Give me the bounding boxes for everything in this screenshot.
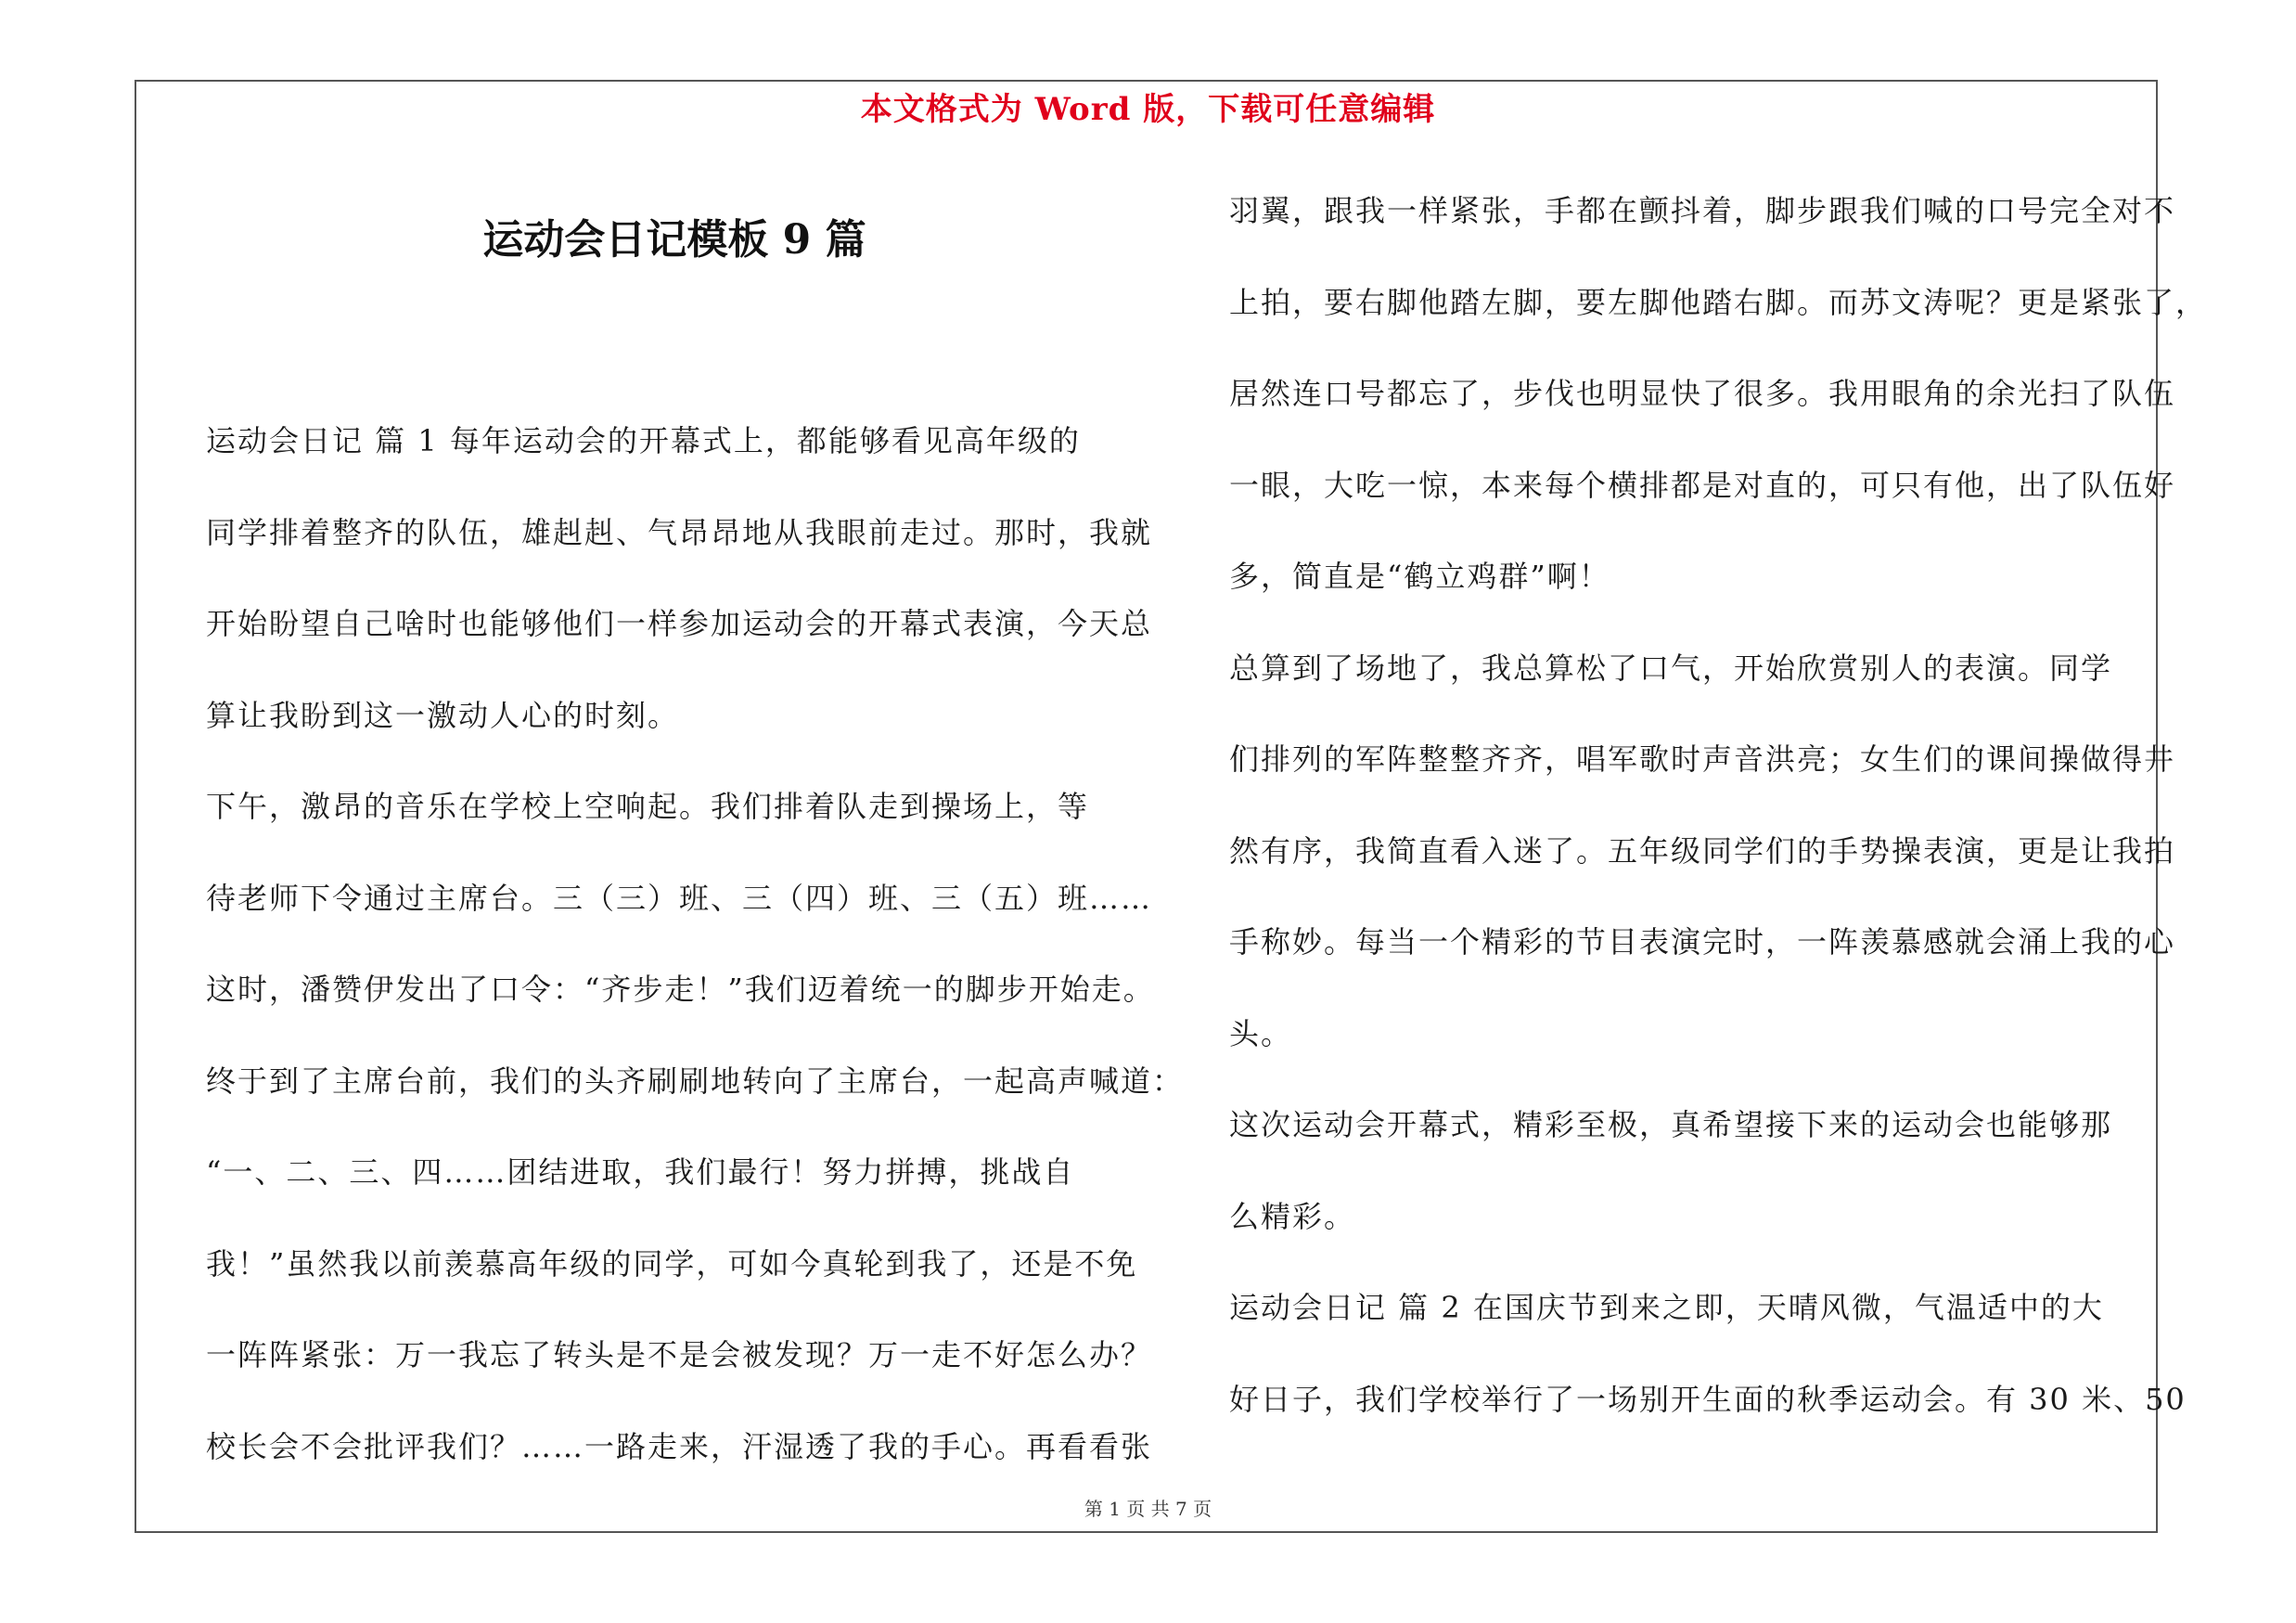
text-line: 么精彩。 xyxy=(1229,1198,1356,1234)
text-line: 总算到了场地了，我总算松了口气，开始欣赏别人的表演。同学 xyxy=(1229,650,2113,686)
text-line: 好日子，我们学校举行了一场别开生面的秋季运动会。有 30 米、50 xyxy=(1229,1381,2187,1417)
text-line: 羽翼，跟我一样紧张，手都在颤抖着，脚步跟我们喊的口号完全对不 xyxy=(1229,193,2176,228)
text-line: “一、二、三、四……团结进取，我们最行！努力拼搏，挑战自 xyxy=(206,1154,1075,1190)
text-line: 这次运动会开幕式，精彩至极，真希望接下来的运动会也能够那 xyxy=(1229,1107,2113,1142)
text-line: 运动会日记 篇 1 每年运动会的开幕式上，都能够看见高年级的 xyxy=(206,423,1081,458)
text-line: 然有序，我简直看入迷了。五年级同学们的手势操表演，更是让我拍 xyxy=(1229,832,2176,869)
text-line: 头。 xyxy=(1229,1015,1293,1051)
text-line: 运动会日记 篇 2 在国庆节到来之即，天晴风微，气温适中的大 xyxy=(1229,1290,2104,1325)
text-line: 多，简直是“鹤立鸡群”啊！ xyxy=(1229,559,1610,594)
document-title: 运动会日记模板 9 篇 xyxy=(482,216,866,264)
text-line: 这时，潘赞伊发出了口令：“齐步走！”我们迈着统一的脚步开始走。 xyxy=(206,972,1155,1007)
text-line: 下午，激昂的音乐在学校上空响起。我们排着队走到操场上，等 xyxy=(206,789,1090,824)
text-line: 同学排着整齐的队伍，雄赳赳、气昂昂地从我眼前走过。那时，我就 xyxy=(206,514,1153,550)
text-line: 算让我盼到这一激动人心的时刻。 xyxy=(206,697,680,733)
text-line: 上拍，要右脚他踏左脚，要左脚他踏右脚。而苏文涛呢？更是紧张了， xyxy=(1229,284,2208,320)
text-line: 一眼，大吃一惊，本来每个横排都是对直的，可只有他，出了队伍好 xyxy=(1229,467,2176,503)
text-line: 手称妙。每当一个精彩的节目表演完时，一阵羡慕感就会涌上我的心 xyxy=(1229,924,2176,960)
text-line: 开始盼望自己啥时也能够他们一样参加运动会的开幕式表演，今天总 xyxy=(206,606,1153,641)
text-line: 我！”虽然我以前羡慕高年级的同学，可如今真轮到我了，还是不免 xyxy=(206,1245,1138,1282)
text-line: 待老师下令通过主席台。三（三）班、三（四）班、三（五）班…… xyxy=(206,880,1153,916)
text-line: 终于到了主席台前，我们的头齐刷刷地转向了主席台，一起高声喊道： xyxy=(206,1063,1185,1099)
text-line: 居然连口号都忘了，步伐也明显快了很多。我用眼角的余光扫了队伍 xyxy=(1229,376,2176,411)
text-line: 校长会不会批评我们？……一路走来，汗湿透了我的手心。再看看张 xyxy=(206,1428,1153,1464)
format-banner: 本文格式为 Word 版，下载可任意编辑 xyxy=(860,91,1436,128)
text-line: 一阵阵紧张：万一我忘了转头是不是会被发现？万一走不好怎么办？ xyxy=(206,1337,1153,1372)
page-footer: 第 1 页 共 7 页 xyxy=(1084,1498,1212,1520)
text-line: 们排列的军阵整整齐齐，唱军歌时声音洪亮；女生们的课间操做得井 xyxy=(1229,741,2176,777)
